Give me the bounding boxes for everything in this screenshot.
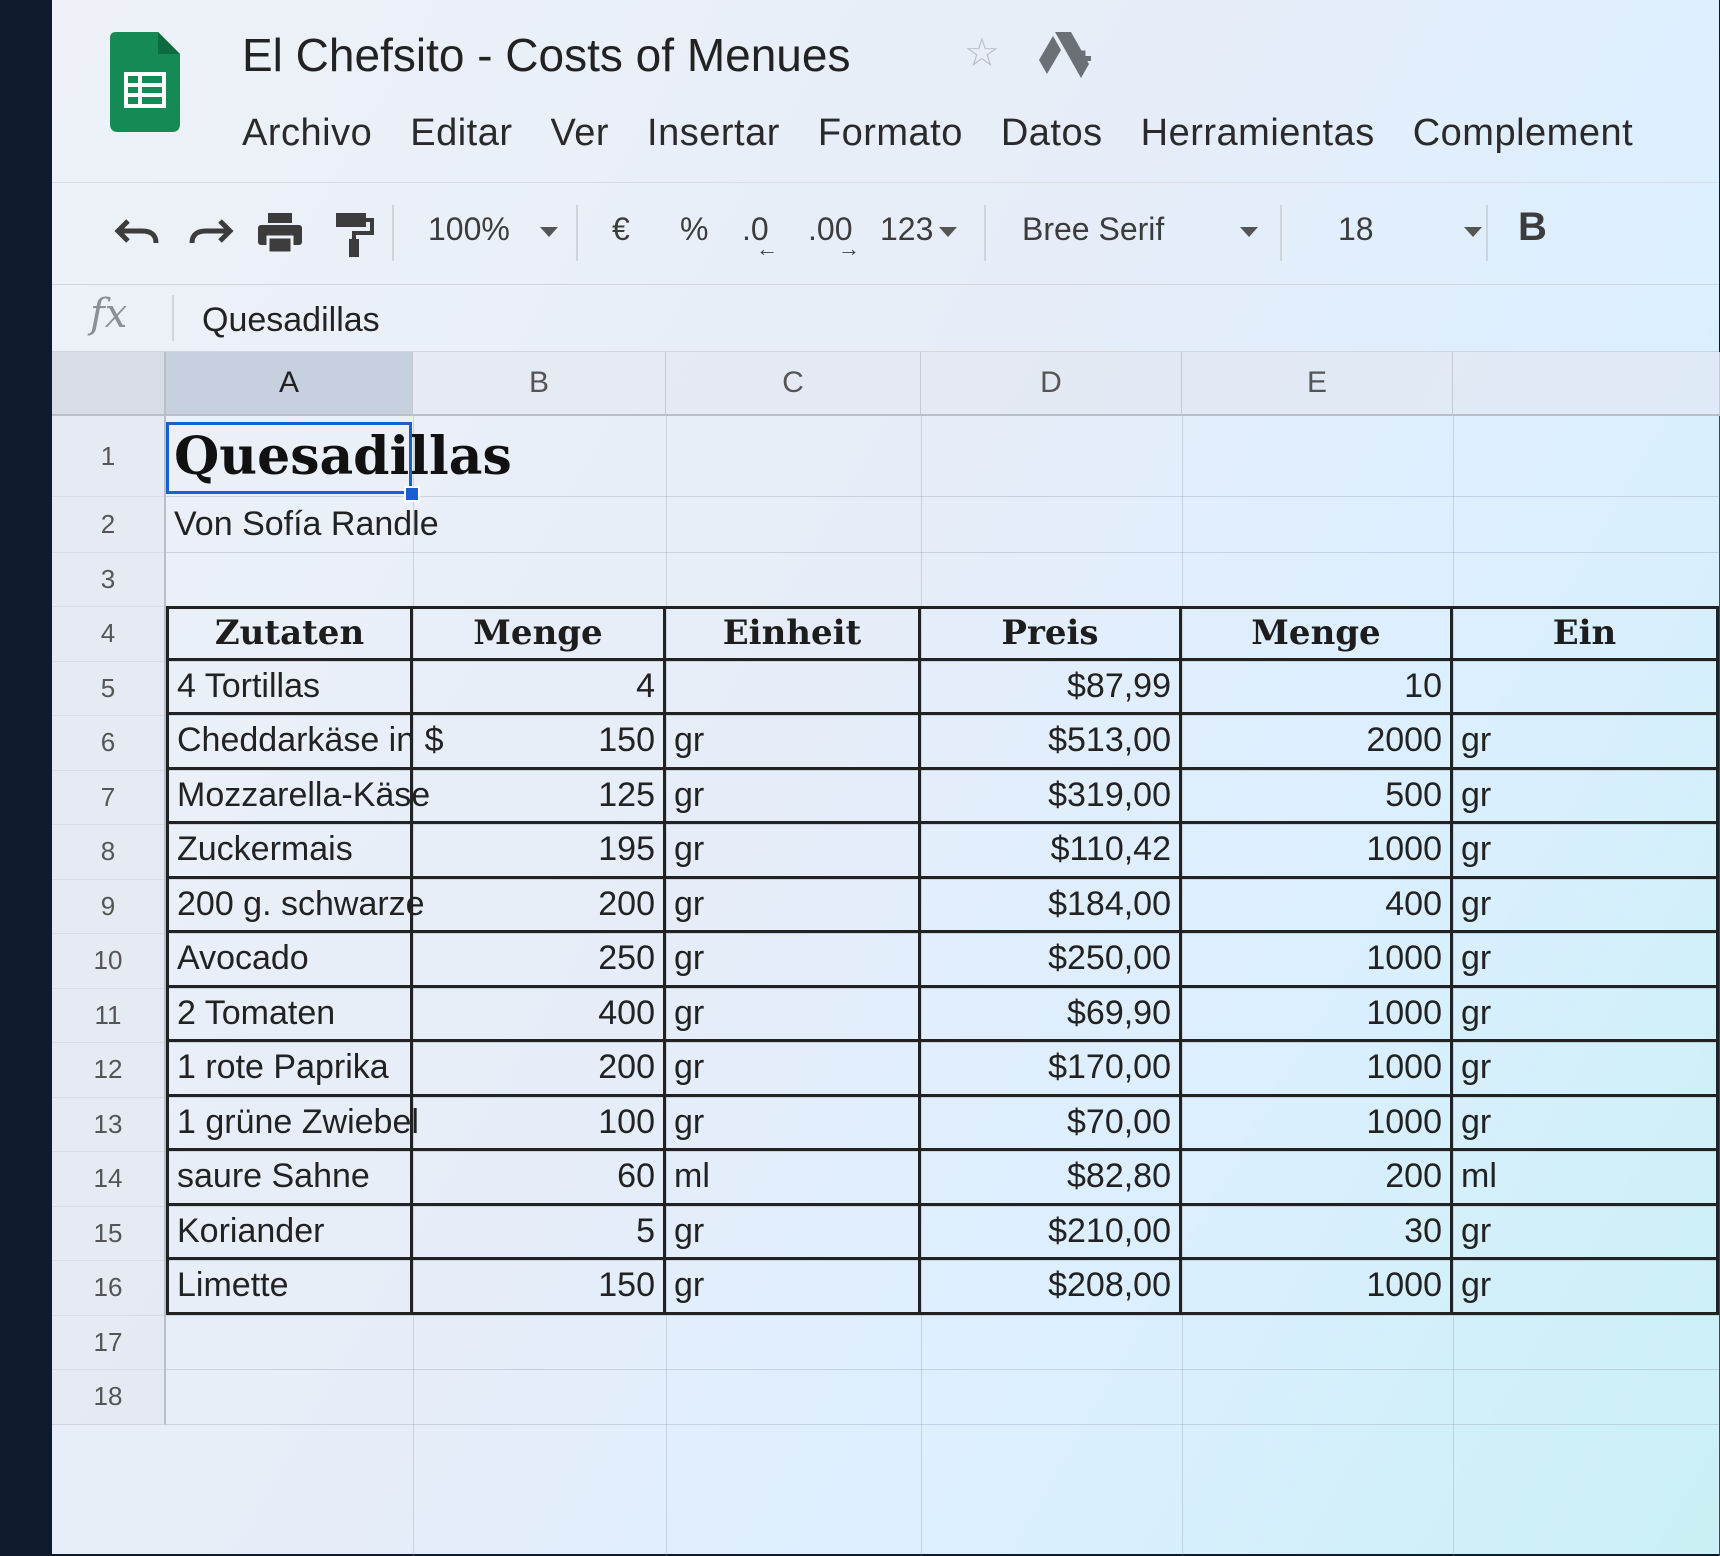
move-to-drive-icon[interactable] [1037,30,1093,80]
row-header-7[interactable]: 7 [52,770,166,826]
price-cell[interactable]: $513,00 [921,715,1182,770]
menu-archivo[interactable]: Archivo [242,112,373,154]
pack-quantity-cell[interactable]: 10 [1182,661,1453,716]
pack-unit-cell[interactable]: gr [1453,933,1719,988]
unit-cell[interactable]: gr [666,933,921,988]
price-cell[interactable]: $70,00 [921,1097,1182,1152]
menu-datos[interactable]: Datos [1000,112,1103,154]
row-header-11[interactable]: 11 [52,988,166,1044]
unit-cell[interactable]: gr [666,879,921,934]
spreadsheet-grid[interactable] [52,352,1719,1554]
pack-unit-cell[interactable]: ml [1453,1151,1719,1206]
price-cell[interactable]: $87,99 [921,661,1182,716]
pack-unit-cell[interactable]: gr [1453,715,1719,770]
unit-cell[interactable]: gr [666,715,921,770]
decrease-decimals-button[interactable]: .0 ← [742,211,778,261]
ingredient-cell[interactable]: Zuckermais [166,824,413,879]
column-header-b[interactable]: B [413,352,666,416]
row-header-13[interactable]: 13 [52,1097,166,1153]
ingredient-cell[interactable]: 4 Tortillas [166,661,413,716]
formula-input[interactable]: Quesadillas [202,301,380,339]
column-header-d[interactable]: D [921,352,1182,416]
header-zutaten[interactable]: Zutaten [166,606,413,661]
ingredient-cell[interactable]: Cheddarkäse in $ [166,715,413,770]
unit-cell[interactable]: ml [666,1151,921,1206]
column-header-c[interactable]: C [666,352,921,416]
quantity-cell[interactable]: 250 [413,933,666,988]
row-header-17[interactable]: 17 [52,1315,166,1371]
quantity-cell[interactable]: 200 [413,1042,666,1097]
toolbar-separator [1280,205,1282,261]
ingredient-cell[interactable]: Mozzarella-Käse [166,770,413,825]
arrow-left-icon: ← [756,236,778,261]
column-header-e[interactable]: E [1182,352,1453,416]
unit-cell[interactable] [666,661,921,716]
quantity-cell[interactable]: 60 [413,1151,666,1206]
row-header-4[interactable]: 4 [52,606,166,662]
pack-unit-cell[interactable]: gr [1453,879,1719,934]
paint-format-icon[interactable] [334,211,374,259]
price-cell[interactable]: $69,90 [921,988,1182,1043]
increase-decimals-button[interactable]: .00 → [808,211,860,261]
quantity-cell[interactable]: 400 [413,988,666,1043]
number-format-select[interactable]: 123 [880,211,957,248]
unit-cell[interactable]: gr [666,1097,921,1152]
ingredient-cell[interactable]: saure Sahne [166,1151,413,1206]
font-family-select[interactable]: Bree Serif [1022,211,1258,248]
ingredient-cell[interactable]: 1 rote Paprika [166,1042,413,1097]
unit-cell[interactable]: gr [666,770,921,825]
toolbar-separator [984,205,986,261]
document-title[interactable]: El Chefsito - Costs of Menues [242,29,851,81]
pack-quantity-cell[interactable]: 400 [1182,879,1453,934]
pack-quantity-cell[interactable]: 200 [1182,1151,1453,1206]
gridline-horizontal [166,1424,1719,1425]
pack-quantity-cell[interactable]: 1000 [1182,1042,1453,1097]
gridline-horizontal [166,1369,1719,1370]
row-header-12[interactable]: 12 [52,1042,166,1098]
header-einheit[interactable]: Einheit [666,606,921,661]
column-header-a[interactable]: A [166,352,413,416]
pack-unit-cell[interactable]: gr [1453,1260,1719,1315]
pack-quantity-cell[interactable]: 500 [1182,770,1453,825]
row-header-16[interactable]: 16 [52,1260,166,1316]
price-cell[interactable]: $208,00 [921,1260,1182,1315]
unit-cell[interactable]: gr [666,1260,921,1315]
formula-bar [52,284,1719,352]
pack-quantity-cell[interactable]: 1000 [1182,933,1453,988]
row-header-9[interactable]: 9 [52,879,166,935]
pack-unit-cell[interactable] [1453,661,1719,716]
price-cell[interactable]: $184,00 [921,879,1182,934]
header-menge-2[interactable]: Menge [1182,606,1453,661]
header-preis[interactable]: Preis [921,606,1182,661]
unit-cell[interactable]: gr [666,988,921,1043]
fill-handle[interactable] [404,486,420,502]
star-icon[interactable]: ☆ [964,31,1000,75]
row-header-8[interactable]: 8 [52,824,166,880]
zoom-select[interactable]: 100% [428,211,558,248]
row-header-10[interactable]: 10 [52,933,166,989]
pack-quantity-cell[interactable]: 1000 [1182,824,1453,879]
unit-cell[interactable]: gr [666,1042,921,1097]
row-header-1[interactable]: 1 [52,416,166,497]
header-einheit-2[interactable]: Ein [1453,606,1719,661]
quantity-cell[interactable]: 200 [413,879,666,934]
pack-unit-cell[interactable]: gr [1453,1206,1719,1261]
price-cell[interactable]: $170,00 [921,1042,1182,1097]
pack-quantity-cell[interactable]: 1000 [1182,1097,1453,1152]
quantity-cell[interactable]: 150 [413,715,666,770]
ingredient-cell[interactable]: 200 g. schwarze [166,879,413,934]
menu-formato[interactable]: Formato [817,112,963,154]
pack-unit-cell[interactable]: gr [1453,988,1719,1043]
font-size-select[interactable]: 18 [1338,211,1482,248]
price-cell[interactable]: $82,80 [921,1151,1182,1206]
sheets-logo-icon[interactable] [110,32,180,132]
select-all-corner[interactable] [52,352,166,416]
undo-icon[interactable] [114,211,160,251]
gridline-horizontal [166,1315,1719,1316]
gridline-horizontal [166,552,1719,553]
fx-icon: fx [90,291,128,337]
bold-button[interactable]: B [1518,205,1547,249]
price-cell[interactable]: $210,00 [921,1206,1182,1261]
menu-bar [242,112,1633,162]
quantity-cell[interactable]: 100 [413,1097,666,1152]
ingredient-cell[interactable]: 1 grüne Zwiebel [166,1097,413,1152]
screen [52,0,1719,1554]
menu-ver[interactable]: Ver [550,112,610,154]
unit-cell[interactable]: gr [666,824,921,879]
currency-button[interactable]: € [612,211,630,247]
price-cell[interactable]: $110,42 [921,824,1182,879]
row-header-18[interactable]: 18 [52,1369,166,1425]
pack-unit-cell[interactable]: gr [1453,824,1719,879]
pack-quantity-cell[interactable]: 2000 [1182,715,1453,770]
toolbar-separator [576,205,578,261]
percent-button[interactable]: % [680,211,709,247]
subtitle-cell[interactable]: Von Sofía Randle [174,504,439,543]
pack-quantity-cell[interactable]: 1000 [1182,1260,1453,1315]
ingredient-cell[interactable]: Avocado [166,933,413,988]
header-menge[interactable]: Menge [413,606,666,661]
pack-quantity-cell[interactable]: 30 [1182,1206,1453,1261]
quantity-cell[interactable]: 125 [413,770,666,825]
menu-editar[interactable]: Editar [410,112,513,154]
menu-insertar[interactable]: Insertar [647,112,780,154]
toolbar-separator [1486,205,1488,261]
quantity-cell[interactable]: 150 [413,1260,666,1315]
row-header-5[interactable]: 5 [52,661,166,717]
row-header-14[interactable]: 14 [52,1151,166,1207]
active-cell-selection [166,422,412,494]
formula-separator [172,295,174,341]
pack-unit-cell[interactable]: gr [1453,770,1719,825]
title-cell[interactable]: Quesadillas [174,425,512,487]
menu-complementos[interactable]: Complement [1412,112,1634,154]
quantity-cell[interactable]: 5 [413,1206,666,1261]
price-cell[interactable]: $319,00 [921,770,1182,825]
menu-herramientas[interactable]: Herramientas [1140,112,1375,154]
row-header-3[interactable]: 3 [52,552,166,607]
toolbar-separator [392,205,394,261]
price-cell[interactable]: $250,00 [921,933,1182,988]
unit-cell[interactable]: gr [666,1206,921,1261]
column-header-f[interactable] [1453,352,1720,416]
ingredient-cell[interactable]: Koriander [166,1206,413,1261]
arrow-right-icon: → [838,236,860,261]
row-header-2[interactable]: 2 [52,496,166,553]
print-icon[interactable] [256,211,304,255]
pack-unit-cell[interactable]: gr [1453,1042,1719,1097]
row-header-15[interactable]: 15 [52,1206,166,1262]
pack-quantity-cell[interactable]: 1000 [1182,988,1453,1043]
toolbar [52,182,1719,283]
quantity-cell[interactable]: 4 [413,661,666,716]
quantity-cell[interactable]: 195 [413,824,666,879]
pack-unit-cell[interactable]: gr [1453,1097,1719,1152]
ingredient-cell[interactable]: 2 Tomaten [166,988,413,1043]
redo-icon[interactable] [188,211,234,251]
row-header-6[interactable]: 6 [52,715,166,771]
ingredient-cell[interactable]: Limette [166,1260,413,1315]
